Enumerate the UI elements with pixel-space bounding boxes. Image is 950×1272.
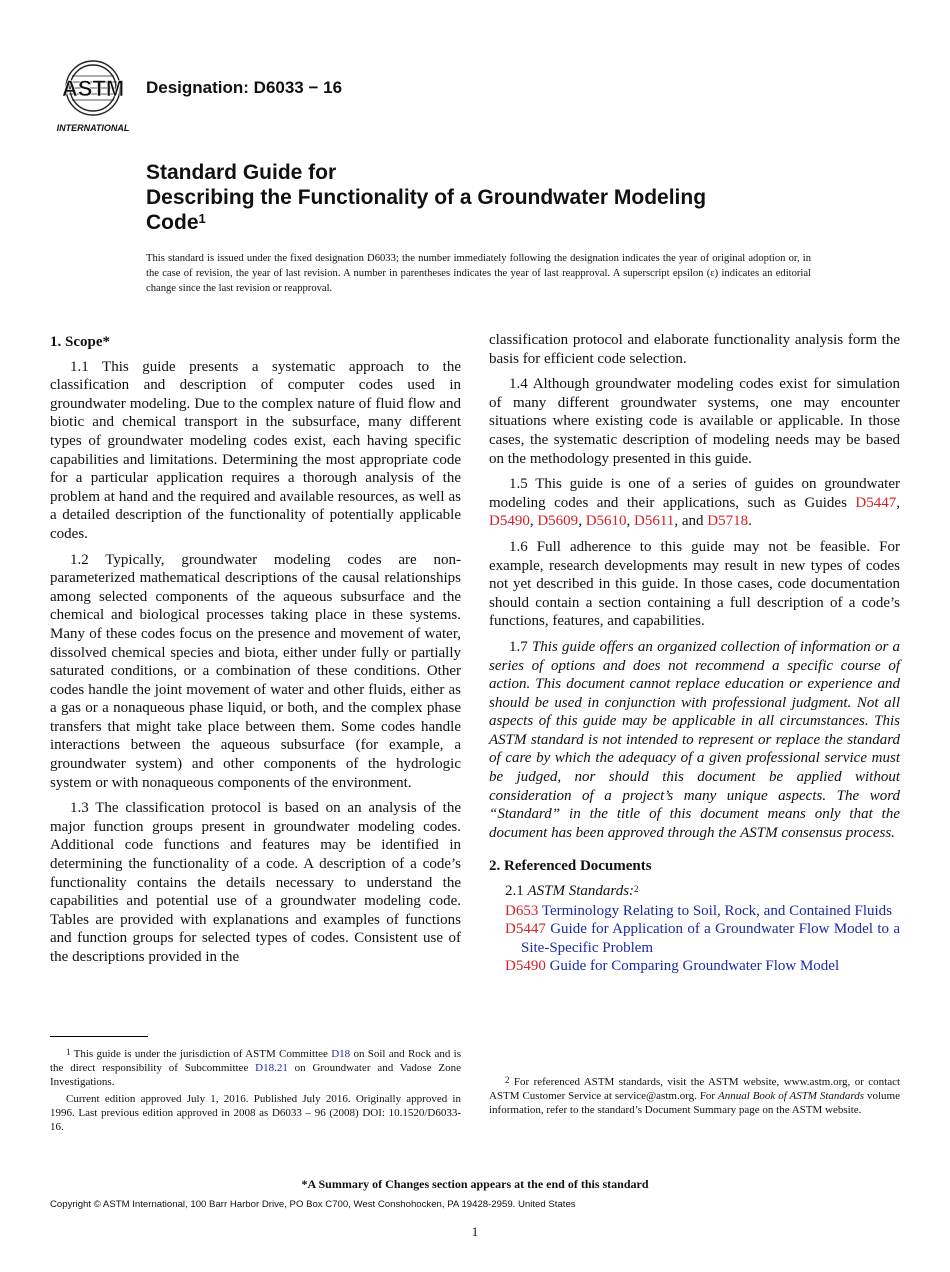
footnote-2 [489,1075,900,1120]
footnote-2-text-b: volume information, refer to the standard’s Document Summary page on the ASTM website. [489,1090,900,1116]
footnote-divider-left [50,1036,148,1037]
subheading-footnote-marker[interactable]: 2 [634,884,639,895]
link-d5611[interactable]: D5611 [634,513,675,530]
footnote-1-text-a: This guide is under the jurisdiction of ASTM Committee [73,1048,332,1060]
page-number: 1 [471,1224,479,1239]
reference-item[interactable] [489,902,900,921]
link-d5447[interactable]: D5447 [855,494,897,511]
paragraph-1-7-number: 1.7 [509,638,528,655]
reference-number[interactable]: D653 [505,902,539,919]
reference-item[interactable] [489,920,900,957]
title-line-3 [146,210,866,235]
referenced-documents-heading: 2. Referenced Documents [489,858,652,875]
footnote-1-text-b: on Soil and Rock and is the direct responsibility of Subcommittee [50,1048,461,1074]
astm-logo-icon [52,58,134,134]
paragraph-1-5-and: and [681,513,704,530]
link-d5718[interactable]: D5718 [707,513,749,530]
standard-notice: This standard is issued under the fixed designation D6033; the number immediately following the designation indicates the year of original adoption or, in the case of revision, the year of last revision. A number in parentheses indicates the year of last reapproval. A superscript epsilon (ε) indicates an editorial change since the last revision or reapproval. [146,253,811,294]
paragraph-1-3-continued: classification protocol and elaborate functionality analysis form the basis for efficient code selection. [489,332,900,367]
reference-number[interactable]: D5490 [505,958,546,975]
paragraph-1-5-text: 1.5 This guide is one of a series of guides on groundwater modeling codes and their applications, such as Guides [489,476,900,511]
footnote-2-text-a: For referenced ASTM standards, visit the ASTM website, www.astm.org, or contact ASTM Customer Service at service@astm.org. For [489,1076,901,1102]
link-committee-d18[interactable]: D18 [331,1048,351,1060]
copyright-line: Copyright © ASTM International, 100 Barr Harbor Drive, PO Box C700, West Conshohocken, PA 19428-2959. United States [50,1199,576,1210]
logo-subtext: INTERNATIONAL [56,123,130,133]
footnote-2-book-title: Annual Book of ASTM Standards [718,1090,865,1102]
document-title [146,160,866,235]
paragraph-1-2: 1.2 Typically, groundwater modeling codes are non-parameterized mathematical descriptions of the causal relationships among selected components of the aqueous subsurface and the chemical and biological processes taking place in these systems. Many of these codes focus on the presence and movement of water, dissolved chemical species and biota, either under fully or partially saturated conditions, or a combination of these conditions. Other codes handle the joint movement of water and other fluids, either as a gas or a nonaqueous phase liquid, or both, and the complex phase transfers that might take place between them. Some codes handle interactions between the aqueous subsurface (for example, a groundwater system) and other components of the hydrologic system or with nonaqueous components of the environment. [50,551,461,791]
astm-logo [52,58,134,134]
footnote-1 [50,1047,461,1137]
link-d5490[interactable]: D5490 [489,513,530,530]
link-d5609[interactable]: D5609 [537,513,579,530]
designation: Designation: D6033 − 16 [146,78,343,97]
title-line-3-text: Code [146,211,199,234]
logo-text: ASTM [61,76,125,101]
link-d5610[interactable]: D5610 [585,513,627,530]
subheading-number: 2.1 [505,883,524,900]
paragraph-1-6: 1.6 Full adherence to this guide may not be feasible. For example, research developments may result in new types of codes not yet described in this guide. In those cases, code documentation should contain a section containing a full description of a code’s functions, features, and capabilities. [489,538,900,630]
footnote-1-edition: Current edition approved July 1, 2016. Published July 2016. Originally approved in 1996. Last previous edition approved in 2008 as D6033 – 96 (2008) DOI: 10.1520/D6033-16. [50,1093,461,1133]
reference-title[interactable]: Guide for Application of a Groundwater Flow Model to a Site-Specific Problem [521,921,900,956]
right-column [489,331,900,976]
title-line-2: Describing the Functionality of a Groundwater Modeling [146,186,707,209]
summary-of-changes-note: *A Summary of Changes section appears at the end of this standard [301,1177,649,1191]
paragraph-1-7 [489,638,900,843]
astm-standards-subheading [489,882,900,901]
footnote-1-text-c: on Groundwater and Vadose Zone Investigations. [50,1062,461,1088]
reference-number[interactable]: D5447 [505,921,546,938]
paragraph-1-4: 1.4 Although groundwater modeling codes exist for simulation of many different groundwater systems, one may encounter situations where existing code is available or applicable. In those cases, the systematic description of modeling needs may be based on the methodology presented in this guide. [489,376,900,467]
footnote-2-paragraph [489,1075,900,1117]
reference-title[interactable]: Guide for Comparing Groundwater Flow Model [549,958,840,975]
left-column [50,333,461,974]
footnote-1-marker: 1 [66,1047,71,1057]
subheading-label: ASTM Standards: [527,883,635,900]
title-line-1: Standard Guide for [146,161,337,184]
footnote-1-paragraph [50,1047,461,1089]
paragraph-1-3: 1.3 The classification protocol is based on an analysis of the major function groups present in groundwater modeling codes. Additional code functions and features may be identified in determining the functionality of a code. A description of a code’s functionality contains the details necessary to understand the capabilities and potential use of a groundwater modeling code. Tables are provided with explanations and examples of functions and function groups for selected types of codes. Consistent use of the descriptions provided in the [50,800,461,965]
footnote-2-marker: 2 [505,1075,510,1085]
paragraph-1-7-text: This guide offers an organized collection of information or a series of options and does not recommend a specific course of action. This document cannot replace education or experience and should be used in conjunction with professional judgment. Not all aspects of this guide may be applicable in all circumstances. This ASTM standard is not intended to represent or replace the standard of care by which the adequacy of a given professional service must be judged, nor should this document be applied without consideration of a project’s many unique aspects. The word “Standard” in the title of this document means only that the document has been approved through the ASTM consensus process. [489,638,900,841]
reference-title[interactable]: Terminology Relating to Soil, Rock, and Contained Fluids [541,902,893,919]
paragraph-1-1: 1.1 This guide presents a systematic approach to the classification and description of computer codes used in groundwater modeling. Due to the complex nature of fluid flow and biotic and chemical transport in the subsurface, many different types of groundwater modeling codes exist, each having specific capabilities and limitations. Determining the most appropriate code for a particular application requires a thorough analysis of the problem at hand and the required and available resources, as well as a detailed description of the functionality of potentially applicable codes. [50,358,461,542]
paragraph-1-5: 1.5 This guide is one of a series of guides on groundwater modeling codes and their applications, such as Guides D5447, D5490, D5609, D5610, D5611, and D5718. [489,476,900,530]
reference-item[interactable] [489,957,900,976]
link-subcommittee-d18-21[interactable]: D18.21 [255,1062,288,1074]
scope-heading: 1. Scope* [50,334,110,350]
title-footnote-marker[interactable]: 1 [198,211,206,226]
